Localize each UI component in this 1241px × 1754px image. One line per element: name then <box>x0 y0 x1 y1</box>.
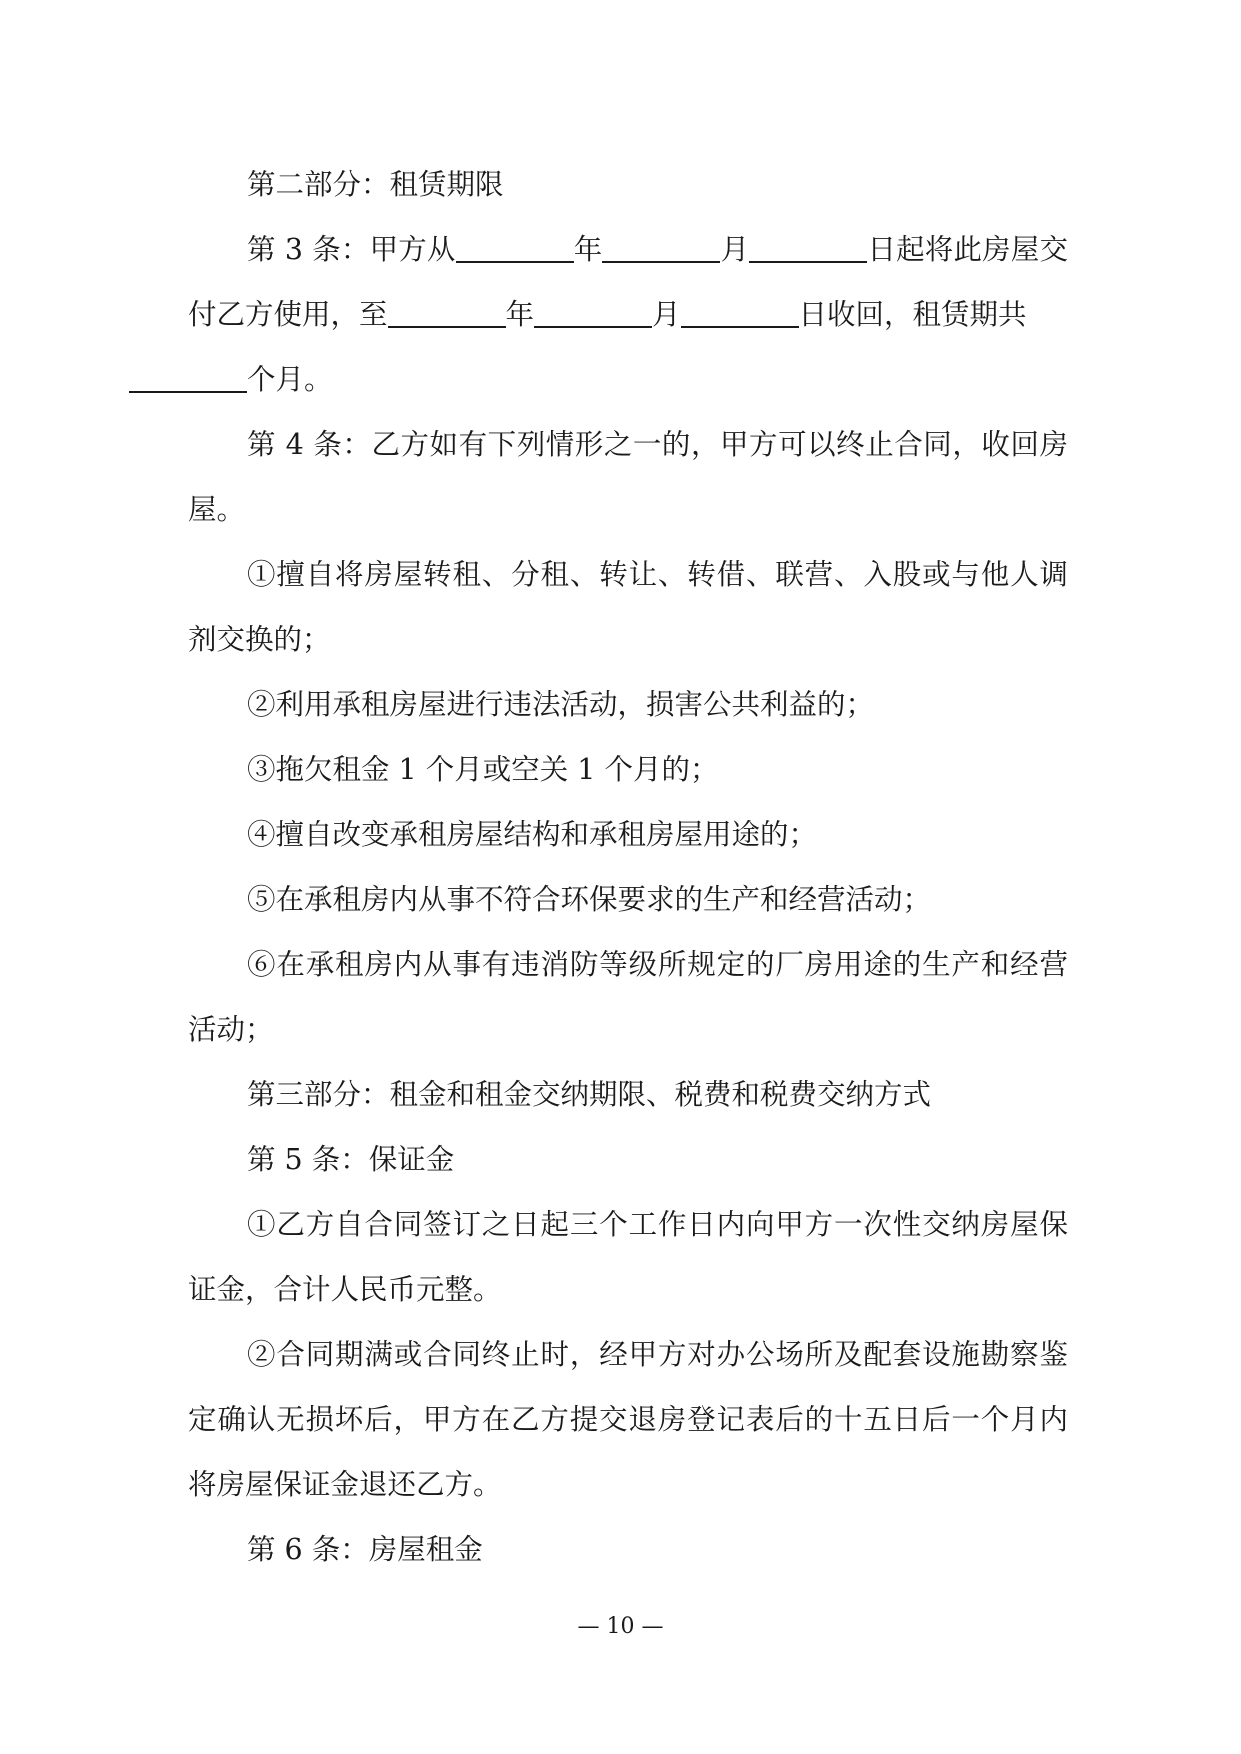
article-3 <box>188 217 1068 412</box>
article-3-text: 年 <box>505 298 535 331</box>
article-5: 第 5 条：保证金 <box>247 1143 455 1176</box>
article-3-text: 日收回，租赁期共 <box>798 298 1027 331</box>
blank-end-year <box>388 300 506 328</box>
article-3-text: 年 <box>573 233 603 266</box>
blank-end-month <box>534 300 652 328</box>
blank-start-day <box>749 235 867 263</box>
blank-end-day <box>681 300 799 328</box>
article-4: 第 4 条：乙方如有下列情形之一的，甲方可以终止合同，收回房屋。 <box>188 428 1068 526</box>
article-4-item: ④擅自改变承租房屋结构和承租房屋用途的； <box>247 818 818 851</box>
section-heading-lease-term: 第二部分：租赁期限 <box>247 168 504 201</box>
article-6: 第 6 条：房屋租金 <box>247 1533 483 1566</box>
article-4-item: ⑥在承租房内从事有违消防等级所规定的厂房用途的生产和经营活动； <box>188 948 1068 1046</box>
article-3-text: 月 <box>652 298 681 331</box>
article-5-item: ②合同期满或合同终止时，经甲方对办公场所及配套设施勘察鉴定确认无损坏后，甲方在乙方提交退房登记表后的十五日后一个月内将房屋保证金退还乙方。 <box>188 1338 1068 1501</box>
article-5-item: ①乙方自合同签订之日起三个工作日内向甲方一次性交纳房屋保证金，合计人民币元整。 <box>188 1208 1068 1306</box>
blank-start-month <box>602 235 720 263</box>
document-body <box>188 152 1068 1582</box>
article-4-item: ②利用承租房屋进行违法活动，损害公共利益的； <box>247 688 875 721</box>
article-3-text: 第 3 条：甲方从 <box>247 233 456 266</box>
page-number: — 10 — <box>577 1614 664 1639</box>
article-4-item: ⑤在承租房内从事不符合环保要求的生产和经营活动； <box>247 883 932 916</box>
section-heading-rent-and-taxes: 第三部分：租金和租金交纳期限、税费和税费交纳方式 <box>247 1078 932 1111</box>
article-4-item: ①擅自将房屋转租、分租、转让、转借、联营、入股或与他人调剂交换的； <box>188 558 1068 656</box>
blank-total-months <box>129 365 247 393</box>
blank-start-year <box>456 235 574 263</box>
article-4-item: ③拖欠租金 1 个月或空关 1 个月的； <box>247 753 719 786</box>
article-3-text: 个月。 <box>247 363 333 396</box>
article-3-text: 日起将此房屋交付乙方使用，至 <box>188 233 1068 331</box>
article-3-text: 月 <box>720 233 750 266</box>
